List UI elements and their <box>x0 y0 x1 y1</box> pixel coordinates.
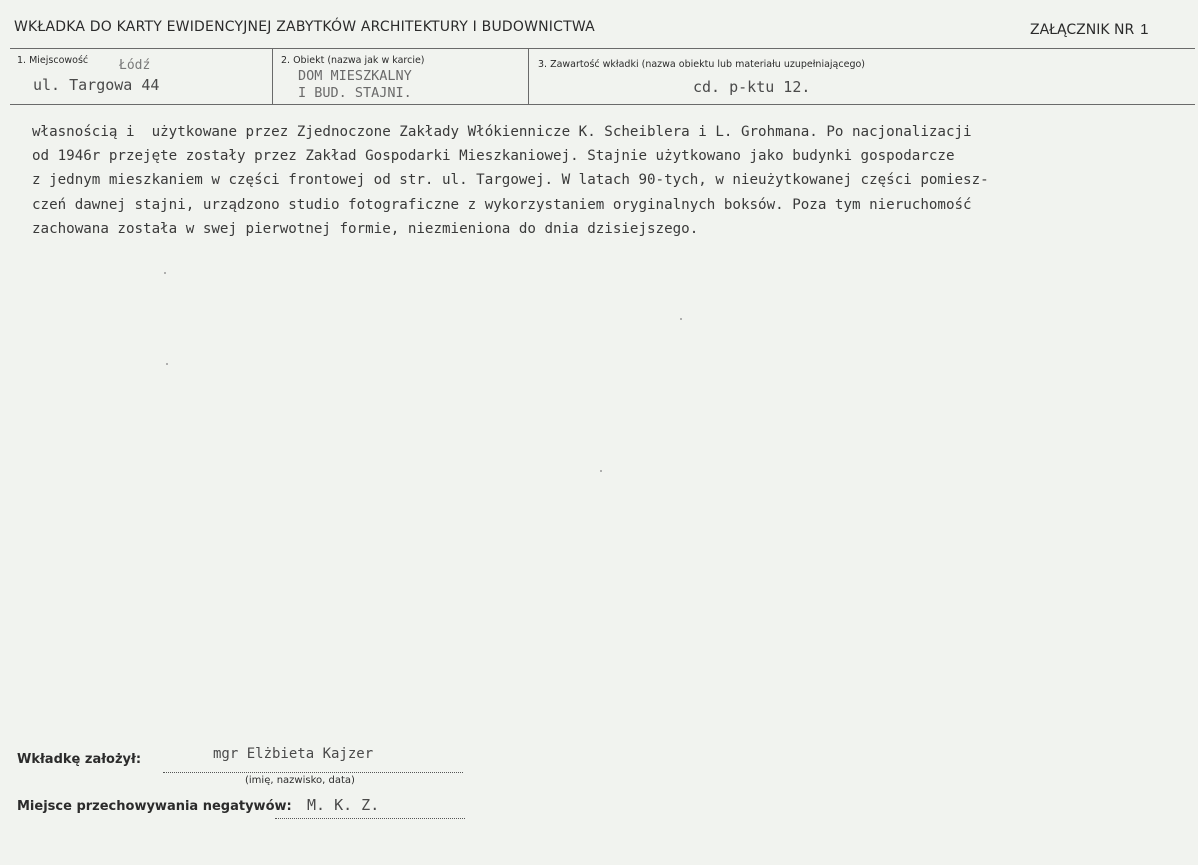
negatives-label: Miejsce przechowywania negatywów: <box>17 799 292 814</box>
column-divider-2 <box>528 48 529 104</box>
continuation-text <box>32 120 1182 241</box>
negatives-value: M. K. Z. <box>307 796 380 814</box>
attachment-number <box>1030 21 1149 38</box>
form-title: WKŁADKA DO KARTY EWIDENCYJNEJ ZABYTKÓW ARCHITEKTURY I BUDOWNICTWA <box>14 19 595 35</box>
object-name-line-2: I BUD. STAJNI. <box>298 85 412 101</box>
scan-speck <box>164 272 166 274</box>
scan-speck <box>680 318 682 320</box>
created-by-line <box>163 772 463 773</box>
text-line: od 1946r przejęte zostały przez Zakład Gospodarki Mieszkaniowej. Stajnie użytkowano jako budynki gospodarcze <box>32 148 955 165</box>
header-rule-top <box>10 48 1195 49</box>
scan-speck <box>166 363 168 365</box>
header-rule-bottom <box>10 104 1195 105</box>
attachment-number-value: 1 <box>1140 21 1149 38</box>
scan-speck <box>600 470 602 472</box>
created-by-value: mgr Elżbieta Kajzer <box>213 746 374 762</box>
object-label: 2. Obiekt (nazwa jak w karcie) <box>281 55 425 66</box>
locality-value: Łódź <box>119 58 151 73</box>
text-line: czeń dawnej stajni, urządzono studio fotograficzne z wykorzystaniem oryginalnych boksów. Poza tym nieruchomość <box>32 196 972 213</box>
locality-address: ul. Targowa 44 <box>33 76 160 94</box>
object-name-line-1: DOM MIESZKALNY <box>298 68 412 84</box>
created-by-label: Wkładkę założył: <box>17 752 142 767</box>
contents-label: 3. Zawartość wkładki (nazwa obiektu lub materiału uzupełniającego) <box>538 59 865 70</box>
text-line: z jednym mieszkaniem w części frontowej od str. ul. Targowej. W latach 90-tych, w nieużytkowanej części pomiesz- <box>32 172 989 189</box>
created-by-caption: (imię, nazwisko, data) <box>245 775 355 786</box>
text-line: zachowana została w swej pierwotnej formie, niezmieniona do dnia dzisiejszego. <box>32 220 699 237</box>
attachment-label: ZAŁĄCZNIK NR <box>1030 22 1135 38</box>
locality-label: 1. Miejscowość <box>17 55 89 66</box>
column-divider-1 <box>272 48 273 104</box>
text-line: własnością i użytkowane przez Zjednoczone Zakłady Włókiennicze K. Scheiblera i L. Grohmana. Po nacjonalizacji <box>32 124 972 140</box>
negatives-line <box>275 818 465 819</box>
contents-value: cd. p-ktu 12. <box>693 78 811 96</box>
